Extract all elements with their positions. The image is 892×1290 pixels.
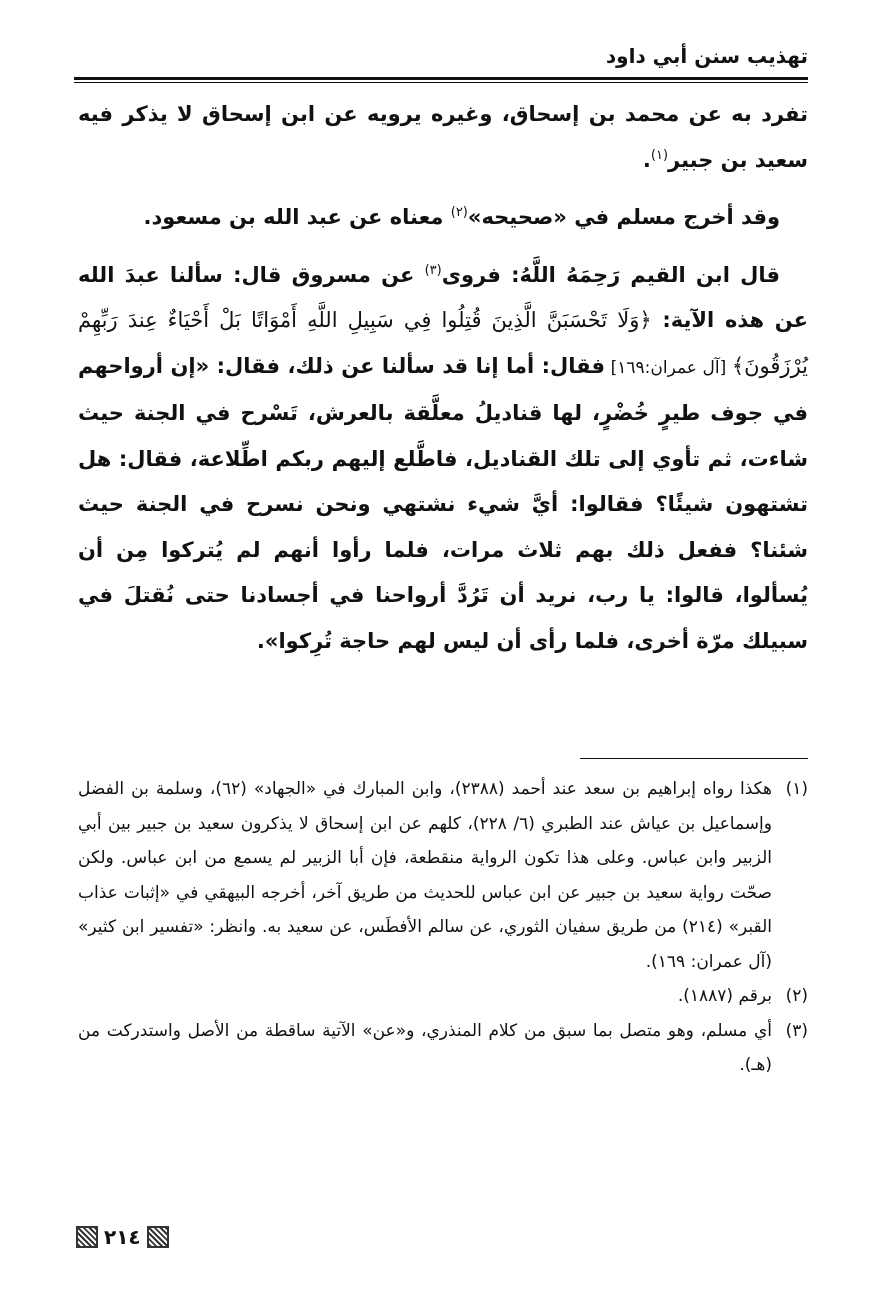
paragraph-3 [78,253,808,665]
footnote-number: (٣) [785,1020,808,1041]
paragraph-2-text-b: معناه عن عبد الله بن مسعود. [143,205,451,229]
footnote-separator [580,758,808,759]
footnote-number: (١) [785,779,808,799]
header-rule-thin [74,82,808,83]
footnote-ref-1[interactable]: (١) [650,147,669,163]
footnote-2 [78,979,808,1014]
footnote-text: أي مسلم، وهو متصل بما سبق من كلام المنذري، و«عن» الآتية ساقطة من الأصل واستدركت من (هـ). [78,1020,772,1075]
verse-reference: [آل عمران:١٦٩] [605,357,732,378]
paragraph-2-text-a: وقد أخرج مسلم في «صحيحه» [467,205,780,229]
footnote-text: برقم (١٨٨٧). [677,986,772,1006]
paragraph-3-text-c: فقال: أما إنا قد سألنا عن ذلك، فقال: «إن أرواحهم في جوف طيرٍ خُضْرٍ، لها قناديلُ معلَّقة بالعرش، تَسْرح في الجنة حيث شاءت، ثم تأوي إلى تلك القناديل، فاطَّلع إليهم ربكم اطِّلاعة، فقال: هل تشتهون شيئًا؟ فقالوا: أيَّ شيء نشتهي ونحن نسرح في الجنة حيث شئنا؟ ففعل ذلك بهم ثلاث مرات، فلما رأوا أنهم لم يُتركوا مِن أن يُسألوا، قالوا: يا رب، نريد أن تَرُدَّ أرواحنا في أجسادنا حتى نُقتلَ في سبيلك مرّة أخرى، فلما رأى أن ليس لهم حاجة تُرِكوا». [78,353,808,653]
footnote-text: هكذا رواه إبراهيم بن سعد عند أحمد (٢٣٨٨)، وابن المبارك في «الجهاد» (٦٢)، وسلمة بن الفضل وإسماعيل بن عياش عند الطبري (٦/ ٢٢٨)، كلهم عن ابن إسحاق لا يذكرون سعيد بن جبير بين أبي الزبير وابن عباس. وعلى هذا تكون الرواية منقطعة، فإن أبا الزبير لم يسمع من ابن عباس. ولكن صحّت رواية سعيد بن جبير عن ابن عباس للحديث من طريق آخر، أخرجه البيهقي في «إثبات عذاب القبر» (٢١٤) من طريق سفيان الثوري، عن سالم الأفطَس، عن سعيد به. وانظر: «تفسير ابن كثير» (آل عمران: ١٦٩). [78,779,773,972]
paragraph-2 [78,195,808,241]
running-title: تهذيب سنن أبي داود [605,44,808,68]
page-header [74,38,808,82]
page-number: ٢١٤ [104,1225,141,1249]
paragraph-3-text-b: عن مسروق قال: سألنا عبدَ الله عن هذه الآية: [78,262,809,332]
ornament-icon [147,1226,169,1248]
paragraph-1-text: تفرد به عن محمد بن إسحاق، وغيره يرويه عن ابن إسحاق لا يذكر فيه سعيد بن جبير [78,102,808,172]
speaker-label: قال ابن القيم رَحِمَهُ اللَّهُ: [511,262,780,287]
footnote-3 [78,1014,808,1083]
footnote-number: (٢) [785,986,808,1006]
page-number-block [76,1222,169,1252]
footnote-ref-3[interactable]: (٣) [424,262,442,278]
main-text [78,92,808,676]
footnotes [78,772,808,1083]
paragraph-1-end: . [642,147,651,172]
quran-verse: ﴿وَلَا تَحْسَبَنَّ الَّذِينَ قُتِلُوا فِي سَبِيلِ اللَّهِ أَمْوَاتًا بَلْ أَحْيَاءٌ عِندَ رَبِّهِمْ يُرْزَقُونَ﴾ [78,308,808,378]
header-rule [74,77,808,80]
footnote-ref-2[interactable]: (٢) [450,205,468,220]
paragraph-1 [78,92,808,183]
ornament-icon [76,1226,98,1248]
paragraph-3-text-a: فروى [441,262,512,287]
footnote-1 [78,772,808,979]
